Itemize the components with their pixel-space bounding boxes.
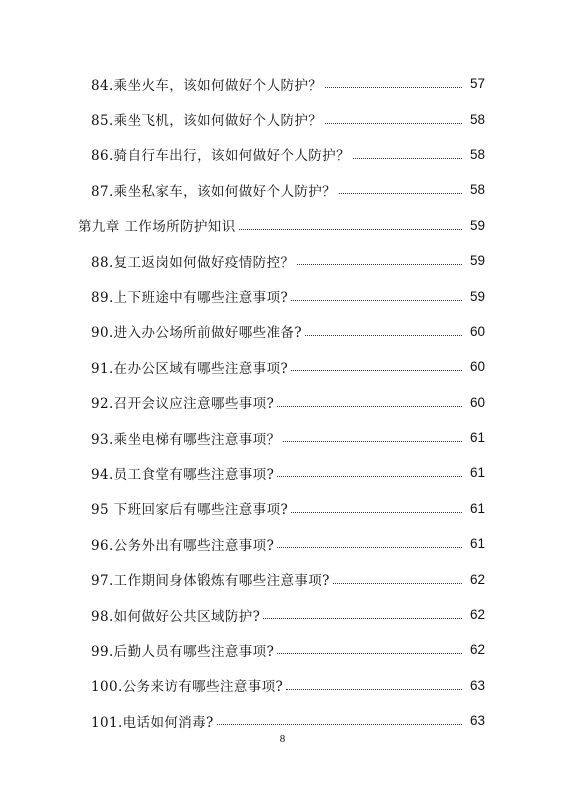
toc-entry-title: 97.工作期间身体锻炼有哪些注意事项? bbox=[91, 573, 330, 590]
toc-entry-page: 63 bbox=[469, 677, 485, 693]
dot-leader bbox=[291, 370, 462, 371]
dot-leader bbox=[333, 583, 462, 584]
toc-chapter-title: 第九章 工作场所防护知识 bbox=[78, 219, 236, 236]
toc-entry[interactable] bbox=[0, 420, 565, 455]
toc-entry[interactable] bbox=[0, 668, 565, 703]
dot-leader bbox=[291, 300, 462, 301]
dot-leader bbox=[283, 441, 462, 442]
toc-entry-title: 86.骑自行车出行，该如何做好个人防护？ bbox=[91, 148, 350, 165]
toc-entry-title: 88.复工返岗如何做好疫情防控？ bbox=[91, 254, 295, 271]
toc-entry-page: 58 bbox=[469, 182, 485, 198]
toc-entry[interactable] bbox=[0, 597, 565, 632]
toc-entry-title: 89.上下班途中有哪些注意事项? bbox=[91, 290, 289, 307]
toc-entry-title: 84.乘坐火车，该如何做好个人防护？ bbox=[91, 77, 323, 94]
toc-entry-title: 90.进入办公场所前做好哪些准备? bbox=[91, 325, 303, 342]
toc-entry[interactable] bbox=[0, 172, 565, 207]
dot-leader bbox=[217, 724, 462, 725]
toc-entry-title: 96.公务外出有哪些注意事项? bbox=[91, 537, 275, 554]
toc-entry[interactable] bbox=[0, 455, 565, 490]
dot-leader bbox=[353, 158, 462, 159]
toc-entry-page: 62 bbox=[469, 571, 485, 587]
toc-entry-title: 100.公务来访有哪些注意事项? bbox=[91, 679, 284, 696]
dot-leader bbox=[277, 406, 462, 407]
toc-entry-page: 59 bbox=[469, 253, 485, 269]
toc-entry[interactable] bbox=[0, 632, 565, 667]
toc-entry[interactable] bbox=[0, 137, 565, 172]
toc-chapter-entry[interactable] bbox=[0, 208, 565, 243]
toc-entry-title: 87.乘坐私家车，该如何做好个人防护？ bbox=[91, 183, 337, 200]
dot-leader bbox=[239, 229, 462, 230]
toc-entry-page: 58 bbox=[469, 111, 485, 127]
table-of-contents bbox=[0, 66, 565, 738]
toc-entry[interactable] bbox=[0, 491, 565, 526]
toc-entry[interactable] bbox=[0, 561, 565, 596]
dot-leader bbox=[277, 476, 462, 477]
toc-entry[interactable] bbox=[0, 101, 565, 136]
toc-entry-page: 60 bbox=[469, 394, 485, 410]
dot-leader bbox=[325, 123, 462, 124]
toc-entry[interactable] bbox=[0, 349, 565, 384]
toc-entry-title: 95 下班回家后有哪些注意事项? bbox=[91, 502, 289, 519]
toc-entry-page: 61 bbox=[469, 430, 485, 446]
toc-entry[interactable] bbox=[0, 314, 565, 349]
toc-entry-title: 92.召开会议应注意哪些事项? bbox=[91, 396, 275, 413]
toc-entry-title: 99.后勤人员有哪些注意事项? bbox=[91, 643, 275, 660]
toc-entry-title: 91.在办公区域有哪些注意事项? bbox=[91, 360, 289, 377]
dot-leader bbox=[339, 193, 462, 194]
toc-entry[interactable] bbox=[0, 243, 565, 278]
toc-entry-page: 58 bbox=[469, 146, 485, 162]
dot-leader bbox=[286, 689, 462, 690]
toc-entry-page: 57 bbox=[469, 76, 485, 92]
toc-entry-page: 60 bbox=[469, 323, 485, 339]
toc-entry-page: 60 bbox=[469, 359, 485, 375]
toc-entry-page: 59 bbox=[469, 288, 485, 304]
dot-leader bbox=[325, 87, 462, 88]
toc-entry[interactable] bbox=[0, 66, 565, 101]
toc-entry-title: 85.乘坐飞机，该如何做好个人防护？ bbox=[91, 113, 323, 130]
dot-leader bbox=[291, 512, 462, 513]
toc-entry[interactable] bbox=[0, 385, 565, 420]
toc-entry-title: 98.如何做好公共区域防护? bbox=[91, 608, 261, 625]
page-number: 8 bbox=[279, 733, 286, 745]
dot-leader bbox=[305, 335, 462, 336]
toc-entry-page: 62 bbox=[469, 607, 485, 623]
toc-entry-title: 93.乘坐电梯有哪些注意事项？ bbox=[91, 431, 281, 448]
dot-leader bbox=[297, 264, 462, 265]
toc-entry-title: 101.电话如何消毒? bbox=[91, 714, 214, 731]
dot-leader bbox=[263, 618, 462, 619]
toc-entry[interactable] bbox=[0, 278, 565, 313]
toc-entry-page: 59 bbox=[469, 217, 485, 233]
toc-entry-page: 63 bbox=[469, 713, 485, 729]
toc-entry-page: 61 bbox=[469, 536, 485, 552]
dot-leader bbox=[277, 653, 462, 654]
toc-entry-page: 61 bbox=[469, 500, 485, 516]
toc-entry[interactable] bbox=[0, 526, 565, 561]
toc-entry-title: 94.员工食堂有哪些注意事项? bbox=[91, 466, 275, 483]
toc-entry-page: 62 bbox=[469, 642, 485, 658]
dot-leader bbox=[277, 547, 462, 548]
toc-entry-page: 61 bbox=[469, 465, 485, 481]
